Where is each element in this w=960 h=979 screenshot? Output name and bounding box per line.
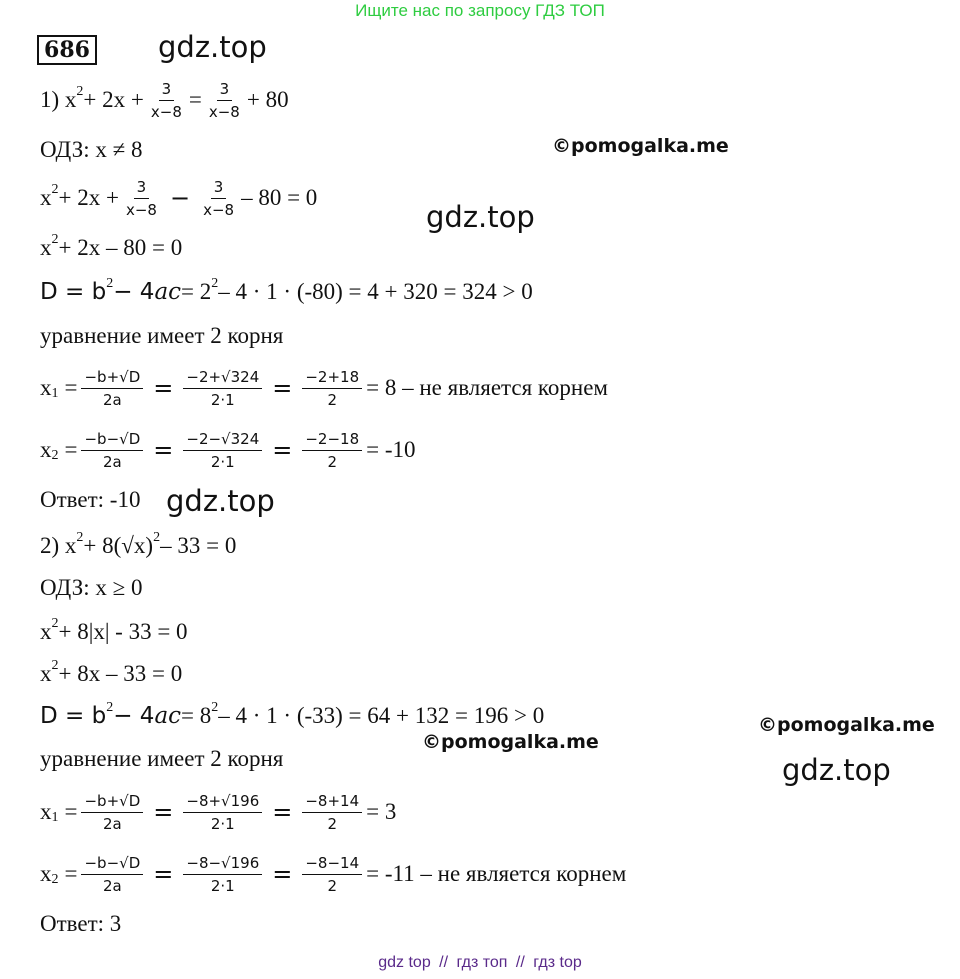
fraction: $\frac{3}{x-8}$ bbox=[150, 79, 182, 121]
root-x1-2: x $_1$ = $\frac{-b+√D}{2a}$ = $\frac{-8+√196}{2\cdot 1}$ = $\frac{-8+14}{2}$ = 3 bbox=[40, 791, 397, 833]
link-separator: // bbox=[439, 954, 449, 971]
root-x2-2: x $_2$ = $\frac{-b-√D}{2a}$ = $\frac{-8-√196}{2\cdot 1}$ = $\frac{-8-14}{2}$ = -11 – не является корнем bbox=[40, 853, 627, 895]
watermark-gdz: gdz.top bbox=[158, 30, 267, 64]
fraction: $\frac{-8+14}{2}$ bbox=[302, 792, 362, 833]
step-2-3: x $^2$ + 8x – 33 = 0 bbox=[40, 658, 183, 686]
roots-text-1: уравнение имеет 2 корня bbox=[40, 323, 284, 348]
watermark-gdz: gdz.top bbox=[782, 753, 891, 787]
problem-number: 686 bbox=[37, 35, 97, 65]
root-x2-1: x $_2$ = $\frac{-b-√D}{2a}$ = $\frac{-2-√324}{2\cdot 1}$ = $\frac{-2-18}{2}$ = -10 bbox=[40, 429, 416, 471]
odz-2: ОДЗ: x ≥ 0 bbox=[40, 575, 143, 600]
fraction: $\frac{3}{x-8}$ bbox=[125, 177, 157, 219]
step-2-2: x $^2$ + 8|x| - 33 = 0 bbox=[40, 616, 188, 644]
fraction: $\frac{3}{x-8}$ bbox=[208, 79, 240, 121]
link-gdz-top-mixed[interactable]: гдз top bbox=[533, 954, 582, 971]
answer-1: Ответ: -10 bbox=[40, 487, 141, 512]
fraction: $\frac{-b+√D}{2a}$ bbox=[81, 792, 143, 833]
equation-1: 1) x $^2$ + 2x + $\frac{3}{x-8}$ = $\frac{3}{x-8}$ + 80 bbox=[40, 79, 289, 121]
bottom-links bbox=[0, 954, 960, 972]
odz-1: ОДЗ: x ≠ 8 bbox=[40, 137, 143, 162]
discriminant-2: D = b $^2$ − 4 ac = 8 $^2$ – 4 · 1 · (-33) = 64 + 132 = 196 > 0 bbox=[40, 700, 545, 729]
fraction: $\frac{-8+√196}{2\cdot 1}$ bbox=[183, 792, 262, 833]
fraction: $\frac{-b-√D}{2a}$ bbox=[81, 430, 143, 471]
top-banner: Ищите нас по запросу ГДЗ ТОП bbox=[355, 1, 605, 20]
equation-2: 2) x $^2$ + 8(√x) $^2$ – 33 = 0 bbox=[40, 530, 237, 558]
fraction: $\frac{-2-√324}{2\cdot 1}$ bbox=[183, 430, 262, 471]
answer-2: Ответ: 3 bbox=[40, 911, 122, 936]
watermark-gdz: gdz.top bbox=[166, 484, 275, 518]
discriminant-1: D = b $^2$ − 4 ac = 2 $^2$ – 4 · 1 · (-80) = 4 + 320 = 324 > 0 bbox=[40, 276, 533, 305]
fraction: $\frac{-b-√D}{2a}$ bbox=[81, 854, 143, 895]
watermark-pomogalka: ©pomogalka.me bbox=[552, 135, 729, 157]
root-x1-1: x $_1$ = $\frac{-b+√D}{2a}$ = $\frac{-2+√324}{2\cdot 1}$ = $\frac{-2+18}{2}$ = 8 – не является корнем bbox=[40, 367, 608, 409]
fraction: $\frac{-b+√D}{2a}$ bbox=[81, 368, 143, 409]
watermark-pomogalka: ©pomogalka.me bbox=[758, 714, 935, 736]
fraction: $\frac{-8-14}{2}$ bbox=[302, 854, 362, 895]
link-gdz-top-ru[interactable]: гдз топ bbox=[456, 954, 508, 971]
step-1-3: x $^2$ + 2x – 80 = 0 bbox=[40, 232, 183, 260]
watermark-pomogalka: ©pomogalka.me bbox=[422, 731, 599, 753]
fraction: $\frac{-2+√324}{2\cdot 1}$ bbox=[183, 368, 262, 409]
link-gdz-top[interactable]: gdz top bbox=[378, 954, 431, 971]
watermark-gdz: gdz.top bbox=[426, 200, 535, 234]
fraction: $\frac{-8-√196}{2\cdot 1}$ bbox=[183, 854, 262, 895]
step-1-2: x $^2$ + 2x + $\frac{3}{x-8}$ − $\frac{3}{x-8}$ – 80 = 0 bbox=[40, 177, 318, 219]
link-separator: // bbox=[515, 954, 525, 971]
roots-text-2: уравнение имеет 2 корня bbox=[40, 746, 284, 771]
fraction: $\frac{-2+18}{2}$ bbox=[302, 368, 362, 409]
fraction: $\frac{-2-18}{2}$ bbox=[302, 430, 362, 471]
fraction: $\frac{3}{x-8}$ bbox=[203, 177, 235, 219]
